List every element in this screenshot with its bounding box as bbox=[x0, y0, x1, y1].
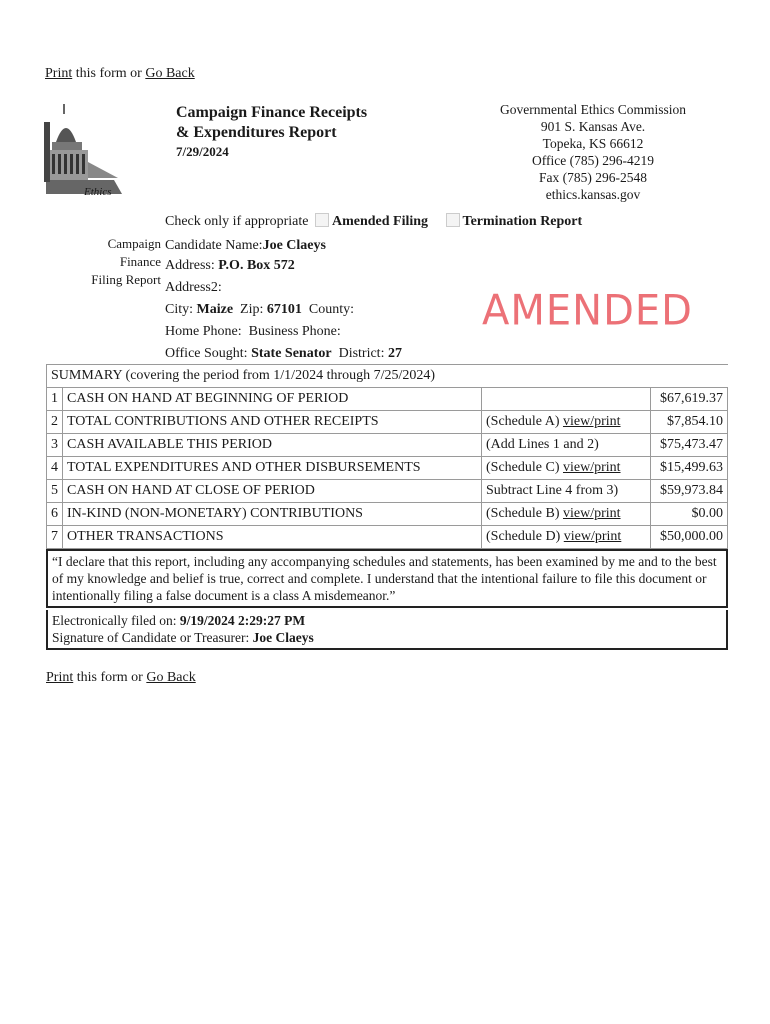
summary-row bbox=[47, 480, 728, 503]
filing-signature-box bbox=[46, 610, 728, 650]
row-number: 1 bbox=[47, 388, 63, 411]
filed-value: 9/19/2024 2:29:27 PM bbox=[179, 613, 306, 628]
county-label: County: bbox=[308, 302, 355, 317]
candidate-name: Joe Claeys bbox=[262, 238, 326, 253]
filing-type-row bbox=[165, 213, 582, 230]
summary-row bbox=[47, 503, 728, 526]
row-schedule-note bbox=[482, 411, 651, 434]
schedule-note: (Add Lines 1 and 2) bbox=[486, 437, 599, 452]
ethics-logo bbox=[44, 102, 126, 198]
row-amount: $59,973.84 bbox=[651, 480, 728, 503]
view-print-link[interactable]: view/print bbox=[562, 414, 621, 429]
candidate-label: Candidate Name: bbox=[165, 238, 263, 253]
agency-street: 901 S. Kansas Ave. bbox=[540, 119, 646, 134]
row-label: IN-KIND (NON-MONETARY) CONTRIBUTIONS bbox=[63, 503, 482, 526]
row-number: 7 bbox=[47, 526, 63, 549]
amended-checkbox[interactable] bbox=[315, 213, 329, 227]
title-line-2: & Expenditures Report bbox=[176, 124, 337, 141]
district-value: 27 bbox=[387, 346, 402, 361]
row-label: TOTAL EXPENDITURES AND OTHER DISBURSEMENTS bbox=[63, 457, 482, 480]
view-print-link[interactable]: view/print bbox=[563, 529, 622, 544]
row-label: OTHER TRANSACTIONS bbox=[63, 526, 482, 549]
row-number: 3 bbox=[47, 434, 63, 457]
row-label: CASH ON HAND AT BEGINNING OF PERIOD bbox=[63, 388, 482, 411]
row-number: 2 bbox=[47, 411, 63, 434]
signature-label: Signature of Candidate or Treasurer: bbox=[52, 630, 253, 645]
title-line-1: Campaign Finance Receipts bbox=[176, 104, 368, 121]
office-label: Office Sought: bbox=[165, 346, 252, 361]
summary-heading-row bbox=[47, 365, 728, 388]
address-label: Address: bbox=[165, 258, 219, 273]
amended-label: Amended Filing bbox=[331, 214, 429, 229]
view-print-link[interactable]: view/print bbox=[562, 506, 621, 521]
row-schedule-note bbox=[482, 388, 651, 411]
top-nav bbox=[45, 66, 195, 82]
agency-office-phone: Office (785) 296-4219 bbox=[532, 153, 654, 168]
summary-row bbox=[47, 526, 728, 549]
row-schedule-note bbox=[482, 480, 651, 503]
filed-label: Electronically filed on: bbox=[52, 613, 180, 628]
schedule-note: (Schedule D) bbox=[486, 529, 564, 544]
view-print-link[interactable]: view/print bbox=[562, 460, 621, 475]
side-label-1: Campaign bbox=[107, 236, 161, 251]
nav-text: this form or bbox=[72, 66, 146, 81]
agency-web: ethics.kansas.gov bbox=[545, 187, 641, 202]
schedule-note: Subtract Line 4 from 3) bbox=[486, 483, 619, 498]
row-schedule-note bbox=[482, 457, 651, 480]
row-amount: $7,854.10 bbox=[651, 411, 728, 434]
print-link[interactable]: Print bbox=[45, 66, 73, 81]
schedule-note: (Schedule B) bbox=[486, 506, 563, 521]
side-label-3: Filing Report bbox=[91, 272, 161, 287]
row-schedule-note bbox=[482, 526, 651, 549]
summary-row bbox=[47, 388, 728, 411]
row-number: 4 bbox=[47, 457, 63, 480]
side-label bbox=[60, 236, 161, 288]
schedule-note: (Schedule C) bbox=[486, 460, 563, 475]
district-label: District: bbox=[338, 346, 388, 361]
logo-text: Ethics bbox=[84, 186, 112, 198]
candidate-info bbox=[165, 236, 402, 364]
address2-label: Address2: bbox=[165, 280, 222, 295]
row-amount: $67,619.37 bbox=[651, 388, 728, 411]
summary-row bbox=[47, 434, 728, 457]
side-label-2: Finance bbox=[119, 254, 161, 269]
declaration-text: “I declare that this report, including any accompanying schedules and statements, has been examined by me and to the best of my knowledge and belief is true, correct and complete. I understand that the intentional failure to file this document or intentionally filing a false document is a class A misdemeanor.” bbox=[52, 554, 717, 603]
signature-value: Joe Claeys bbox=[252, 630, 314, 645]
home-phone-label: Home Phone: bbox=[165, 324, 242, 339]
print-link-bottom[interactable]: Print bbox=[46, 670, 74, 685]
row-label: TOTAL CONTRIBUTIONS AND OTHER RECEIPTS bbox=[63, 411, 482, 434]
row-schedule-note bbox=[482, 434, 651, 457]
row-amount: $15,499.63 bbox=[651, 457, 728, 480]
city-label: City: bbox=[165, 302, 197, 317]
agency-city: Topeka, KS 66612 bbox=[542, 136, 644, 151]
row-label: CASH AVAILABLE THIS PERIOD bbox=[63, 434, 482, 457]
termination-label: Termination Report bbox=[462, 214, 583, 229]
summary-row bbox=[47, 411, 728, 434]
business-phone-label: Business Phone: bbox=[248, 324, 341, 339]
row-schedule-note bbox=[482, 503, 651, 526]
summary-heading: SUMMARY (covering the period from 1/1/2024 through 7/25/2024) bbox=[47, 365, 728, 388]
amended-stamp: AMENDED bbox=[482, 286, 693, 336]
row-number: 6 bbox=[47, 503, 63, 526]
office-value: State Senator bbox=[251, 346, 332, 361]
row-amount: $0.00 bbox=[651, 503, 728, 526]
check-prompt: Check only if appropriate bbox=[165, 214, 309, 229]
nav-text-bottom: this form or bbox=[73, 670, 147, 685]
agency-fax: Fax (785) 296-2548 bbox=[539, 170, 647, 185]
address-value: P.O. Box 572 bbox=[218, 258, 295, 273]
schedule-note: (Schedule A) bbox=[486, 414, 563, 429]
bottom-nav bbox=[46, 670, 196, 686]
summary-table bbox=[46, 364, 728, 549]
row-amount: $50,000.00 bbox=[651, 526, 728, 549]
row-label: CASH ON HAND AT CLOSE OF PERIOD bbox=[63, 480, 482, 503]
zip-label: Zip: bbox=[240, 302, 267, 317]
termination-checkbox[interactable] bbox=[446, 213, 460, 227]
go-back-link-bottom[interactable]: Go Back bbox=[146, 670, 196, 685]
agency-name: Governmental Ethics Commission bbox=[500, 102, 686, 117]
city-value: Maize bbox=[196, 302, 234, 317]
zip-value: 67101 bbox=[266, 302, 302, 317]
row-amount: $75,473.47 bbox=[651, 434, 728, 457]
summary-row bbox=[47, 457, 728, 480]
go-back-link[interactable]: Go Back bbox=[145, 66, 195, 81]
declaration-box bbox=[46, 549, 728, 608]
report-date: 7/29/2024 bbox=[176, 144, 229, 159]
report-title bbox=[176, 103, 367, 143]
agency-info bbox=[488, 101, 698, 203]
row-number: 5 bbox=[47, 480, 63, 503]
